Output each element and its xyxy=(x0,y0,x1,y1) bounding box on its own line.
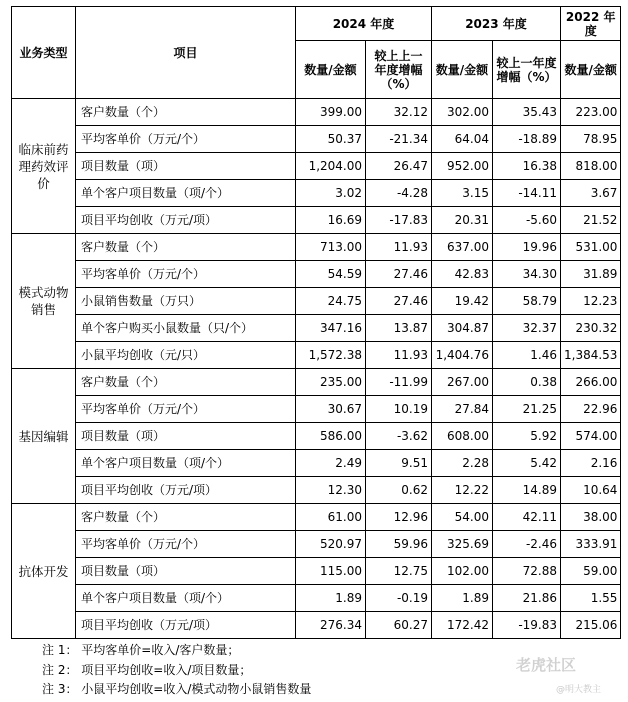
growth-2024-cell: 10.19 xyxy=(366,396,432,423)
growth-2024-cell: 27.46 xyxy=(366,261,432,288)
growth-2023-cell: 42.11 xyxy=(493,504,561,531)
value-2022-cell: 38.00 xyxy=(561,504,621,531)
value-2023-cell: 325.69 xyxy=(432,531,493,558)
value-2023-cell: 54.00 xyxy=(432,504,493,531)
value-2022-cell: 223.00 xyxy=(561,99,621,126)
value-2023-cell: 20.31 xyxy=(432,207,493,234)
growth-2024-cell: 12.75 xyxy=(366,558,432,585)
value-2024-cell: 1,572.38 xyxy=(296,342,366,369)
item-cell: 单个客户项目数量（项/个） xyxy=(76,450,296,477)
growth-2023-cell: 21.25 xyxy=(493,396,561,423)
header-yoy-2024: 较上上一年度增幅（%） xyxy=(366,41,432,99)
growth-2024-cell: 13.87 xyxy=(366,315,432,342)
value-2024-cell: 1,204.00 xyxy=(296,153,366,180)
value-2023-cell: 608.00 xyxy=(432,423,493,450)
value-2023-cell: 64.04 xyxy=(432,126,493,153)
value-2023-cell: 12.22 xyxy=(432,477,493,504)
growth-2024-cell: 11.93 xyxy=(366,234,432,261)
footnotes xyxy=(42,641,311,700)
item-cell: 小鼠平均创收（元/只） xyxy=(76,342,296,369)
growth-2024-cell: 0.62 xyxy=(366,477,432,504)
value-2024-cell: 276.34 xyxy=(296,612,366,639)
table-row xyxy=(12,369,621,396)
growth-2024-cell: -0.19 xyxy=(366,585,432,612)
growth-2024-cell: 60.27 xyxy=(366,612,432,639)
category-cell: 基因编辑 xyxy=(12,369,76,504)
value-2023-cell: 637.00 xyxy=(432,234,493,261)
growth-2023-cell: 14.89 xyxy=(493,477,561,504)
value-2022-cell: 1.55 xyxy=(561,585,621,612)
table-row xyxy=(12,504,621,531)
growth-2024-cell: 11.93 xyxy=(366,342,432,369)
table-row xyxy=(12,126,621,153)
metrics-table xyxy=(11,6,621,639)
growth-2024-cell: -4.28 xyxy=(366,180,432,207)
header-qty-2024: 数量/金额 xyxy=(296,41,366,99)
item-cell: 客户数量（个） xyxy=(76,234,296,261)
value-2023-cell: 102.00 xyxy=(432,558,493,585)
header-qty-2023: 数量/金额 xyxy=(432,41,493,99)
growth-2023-cell: 16.38 xyxy=(493,153,561,180)
table-row xyxy=(12,207,621,234)
item-cell: 项目数量（项） xyxy=(76,423,296,450)
value-2024-cell: 2.49 xyxy=(296,450,366,477)
value-2022-cell: 21.52 xyxy=(561,207,621,234)
value-2022-cell: 1,384.53 xyxy=(561,342,621,369)
value-2024-cell: 16.69 xyxy=(296,207,366,234)
value-2022-cell: 266.00 xyxy=(561,369,621,396)
growth-2023-cell: 32.37 xyxy=(493,315,561,342)
item-cell: 单个客户购买小鼠数量（只/个） xyxy=(76,315,296,342)
footnote-1: 注 1： 平均客单价=收入/客户数量； xyxy=(42,643,240,657)
category-cell: 临床前药理药效评价 xyxy=(12,99,76,234)
table-row xyxy=(12,558,621,585)
table-row xyxy=(12,261,621,288)
item-cell: 客户数量（个） xyxy=(76,369,296,396)
item-cell: 平均客单价（万元/个） xyxy=(76,126,296,153)
value-2024-cell: 115.00 xyxy=(296,558,366,585)
item-cell: 平均客单价（万元/个） xyxy=(76,396,296,423)
growth-2024-cell: 26.47 xyxy=(366,153,432,180)
value-2022-cell: 12.23 xyxy=(561,288,621,315)
value-2022-cell: 22.96 xyxy=(561,396,621,423)
value-2022-cell: 215.06 xyxy=(561,612,621,639)
value-2022-cell: 3.67 xyxy=(561,180,621,207)
growth-2023-cell: -19.83 xyxy=(493,612,561,639)
item-cell: 平均客单价（万元/个） xyxy=(76,531,296,558)
value-2023-cell: 3.15 xyxy=(432,180,493,207)
value-2022-cell: 818.00 xyxy=(561,153,621,180)
value-2023-cell: 1.89 xyxy=(432,585,493,612)
item-cell: 客户数量（个） xyxy=(76,504,296,531)
item-cell: 单个客户项目数量（项/个） xyxy=(76,585,296,612)
value-2023-cell: 2.28 xyxy=(432,450,493,477)
value-2024-cell: 30.67 xyxy=(296,396,366,423)
table-row xyxy=(12,477,621,504)
item-cell: 项目平均创收（万元/项） xyxy=(76,612,296,639)
value-2022-cell: 31.89 xyxy=(561,261,621,288)
table-row xyxy=(12,180,621,207)
table-row xyxy=(12,153,621,180)
table-row xyxy=(12,612,621,639)
value-2024-cell: 12.30 xyxy=(296,477,366,504)
value-2022-cell: 333.91 xyxy=(561,531,621,558)
header-year-2024: 2024 年度 xyxy=(296,7,432,41)
item-cell: 平均客单价（万元/个） xyxy=(76,261,296,288)
table-row xyxy=(12,234,621,261)
growth-2023-cell: 19.96 xyxy=(493,234,561,261)
value-2023-cell: 952.00 xyxy=(432,153,493,180)
header-year-2023: 2023 年度 xyxy=(432,7,561,41)
category-cell: 抗体开发 xyxy=(12,504,76,639)
value-2024-cell: 1.89 xyxy=(296,585,366,612)
item-cell: 项目数量（项） xyxy=(76,153,296,180)
item-cell: 项目数量（项） xyxy=(76,558,296,585)
value-2024-cell: 61.00 xyxy=(296,504,366,531)
value-2022-cell: 59.00 xyxy=(561,558,621,585)
growth-2024-cell: -3.62 xyxy=(366,423,432,450)
item-cell: 客户数量（个） xyxy=(76,99,296,126)
growth-2023-cell: 35.43 xyxy=(493,99,561,126)
growth-2023-cell: 72.88 xyxy=(493,558,561,585)
value-2023-cell: 267.00 xyxy=(432,369,493,396)
growth-2024-cell: 12.96 xyxy=(366,504,432,531)
growth-2023-cell: -14.11 xyxy=(493,180,561,207)
value-2023-cell: 42.83 xyxy=(432,261,493,288)
value-2023-cell: 302.00 xyxy=(432,99,493,126)
value-2024-cell: 347.16 xyxy=(296,315,366,342)
table-row xyxy=(12,99,621,126)
table-row xyxy=(12,315,621,342)
value-2024-cell: 520.97 xyxy=(296,531,366,558)
header-business-type: 业务类型 xyxy=(12,7,76,99)
value-2022-cell: 78.95 xyxy=(561,126,621,153)
table-row xyxy=(12,423,621,450)
value-2022-cell: 230.32 xyxy=(561,315,621,342)
table-container xyxy=(11,6,621,639)
growth-2023-cell: -18.89 xyxy=(493,126,561,153)
value-2024-cell: 3.02 xyxy=(296,180,366,207)
header-row-years xyxy=(12,7,621,41)
item-cell: 项目平均创收（万元/项） xyxy=(76,477,296,504)
watermark-author: @明大教主 xyxy=(556,685,602,695)
growth-2023-cell: 5.42 xyxy=(493,450,561,477)
table-body xyxy=(12,99,621,639)
growth-2024-cell: 27.46 xyxy=(366,288,432,315)
item-cell: 项目平均创收（万元/项） xyxy=(76,207,296,234)
header-yoy-2023: 较上一年度增幅（%） xyxy=(493,41,561,99)
category-cell: 模式动物销售 xyxy=(12,234,76,369)
value-2022-cell: 10.64 xyxy=(561,477,621,504)
table-row xyxy=(12,585,621,612)
value-2024-cell: 50.37 xyxy=(296,126,366,153)
growth-2024-cell: 9.51 xyxy=(366,450,432,477)
value-2022-cell: 531.00 xyxy=(561,234,621,261)
header-year-2022: 2022 年度 xyxy=(561,7,621,41)
growth-2023-cell: 21.86 xyxy=(493,585,561,612)
table-row xyxy=(12,396,621,423)
growth-2024-cell: 59.96 xyxy=(366,531,432,558)
value-2023-cell: 19.42 xyxy=(432,288,493,315)
table-row xyxy=(12,531,621,558)
table-row xyxy=(12,288,621,315)
growth-2024-cell: -21.34 xyxy=(366,126,432,153)
growth-2024-cell: -17.83 xyxy=(366,207,432,234)
growth-2023-cell: 5.92 xyxy=(493,423,561,450)
value-2024-cell: 399.00 xyxy=(296,99,366,126)
header-item: 项目 xyxy=(76,7,296,99)
value-2023-cell: 1,404.76 xyxy=(432,342,493,369)
growth-2023-cell: -2.46 xyxy=(493,531,561,558)
footnote-2: 注 2： 项目平均创收=收入/项目数量； xyxy=(42,662,252,677)
growth-2024-cell: 32.12 xyxy=(366,99,432,126)
value-2024-cell: 713.00 xyxy=(296,234,366,261)
growth-2024-cell: -11.99 xyxy=(366,369,432,396)
growth-2023-cell: 34.30 xyxy=(493,261,561,288)
table-row xyxy=(12,450,621,477)
value-2022-cell: 574.00 xyxy=(561,423,621,450)
growth-2023-cell: 1.46 xyxy=(493,342,561,369)
value-2023-cell: 172.42 xyxy=(432,612,493,639)
table-row xyxy=(12,342,621,369)
watermark: 老虎社区 xyxy=(516,656,577,674)
item-cell: 单个客户项目数量（项/个） xyxy=(76,180,296,207)
growth-2023-cell: -5.60 xyxy=(493,207,561,234)
header-qty-2022: 数量/金额 xyxy=(561,41,621,99)
value-2024-cell: 586.00 xyxy=(296,423,366,450)
growth-2023-cell: 58.79 xyxy=(493,288,561,315)
value-2024-cell: 235.00 xyxy=(296,369,366,396)
item-cell: 小鼠销售数量（万只） xyxy=(76,288,296,315)
value-2023-cell: 27.84 xyxy=(432,396,493,423)
growth-2023-cell: 0.38 xyxy=(493,369,561,396)
value-2022-cell: 2.16 xyxy=(561,450,621,477)
value-2024-cell: 24.75 xyxy=(296,288,366,315)
footnote-3: 注 3： 小鼠平均创收=收入/模式动物小鼠销售数量 xyxy=(42,682,312,696)
value-2024-cell: 54.59 xyxy=(296,261,366,288)
value-2023-cell: 304.87 xyxy=(432,315,493,342)
